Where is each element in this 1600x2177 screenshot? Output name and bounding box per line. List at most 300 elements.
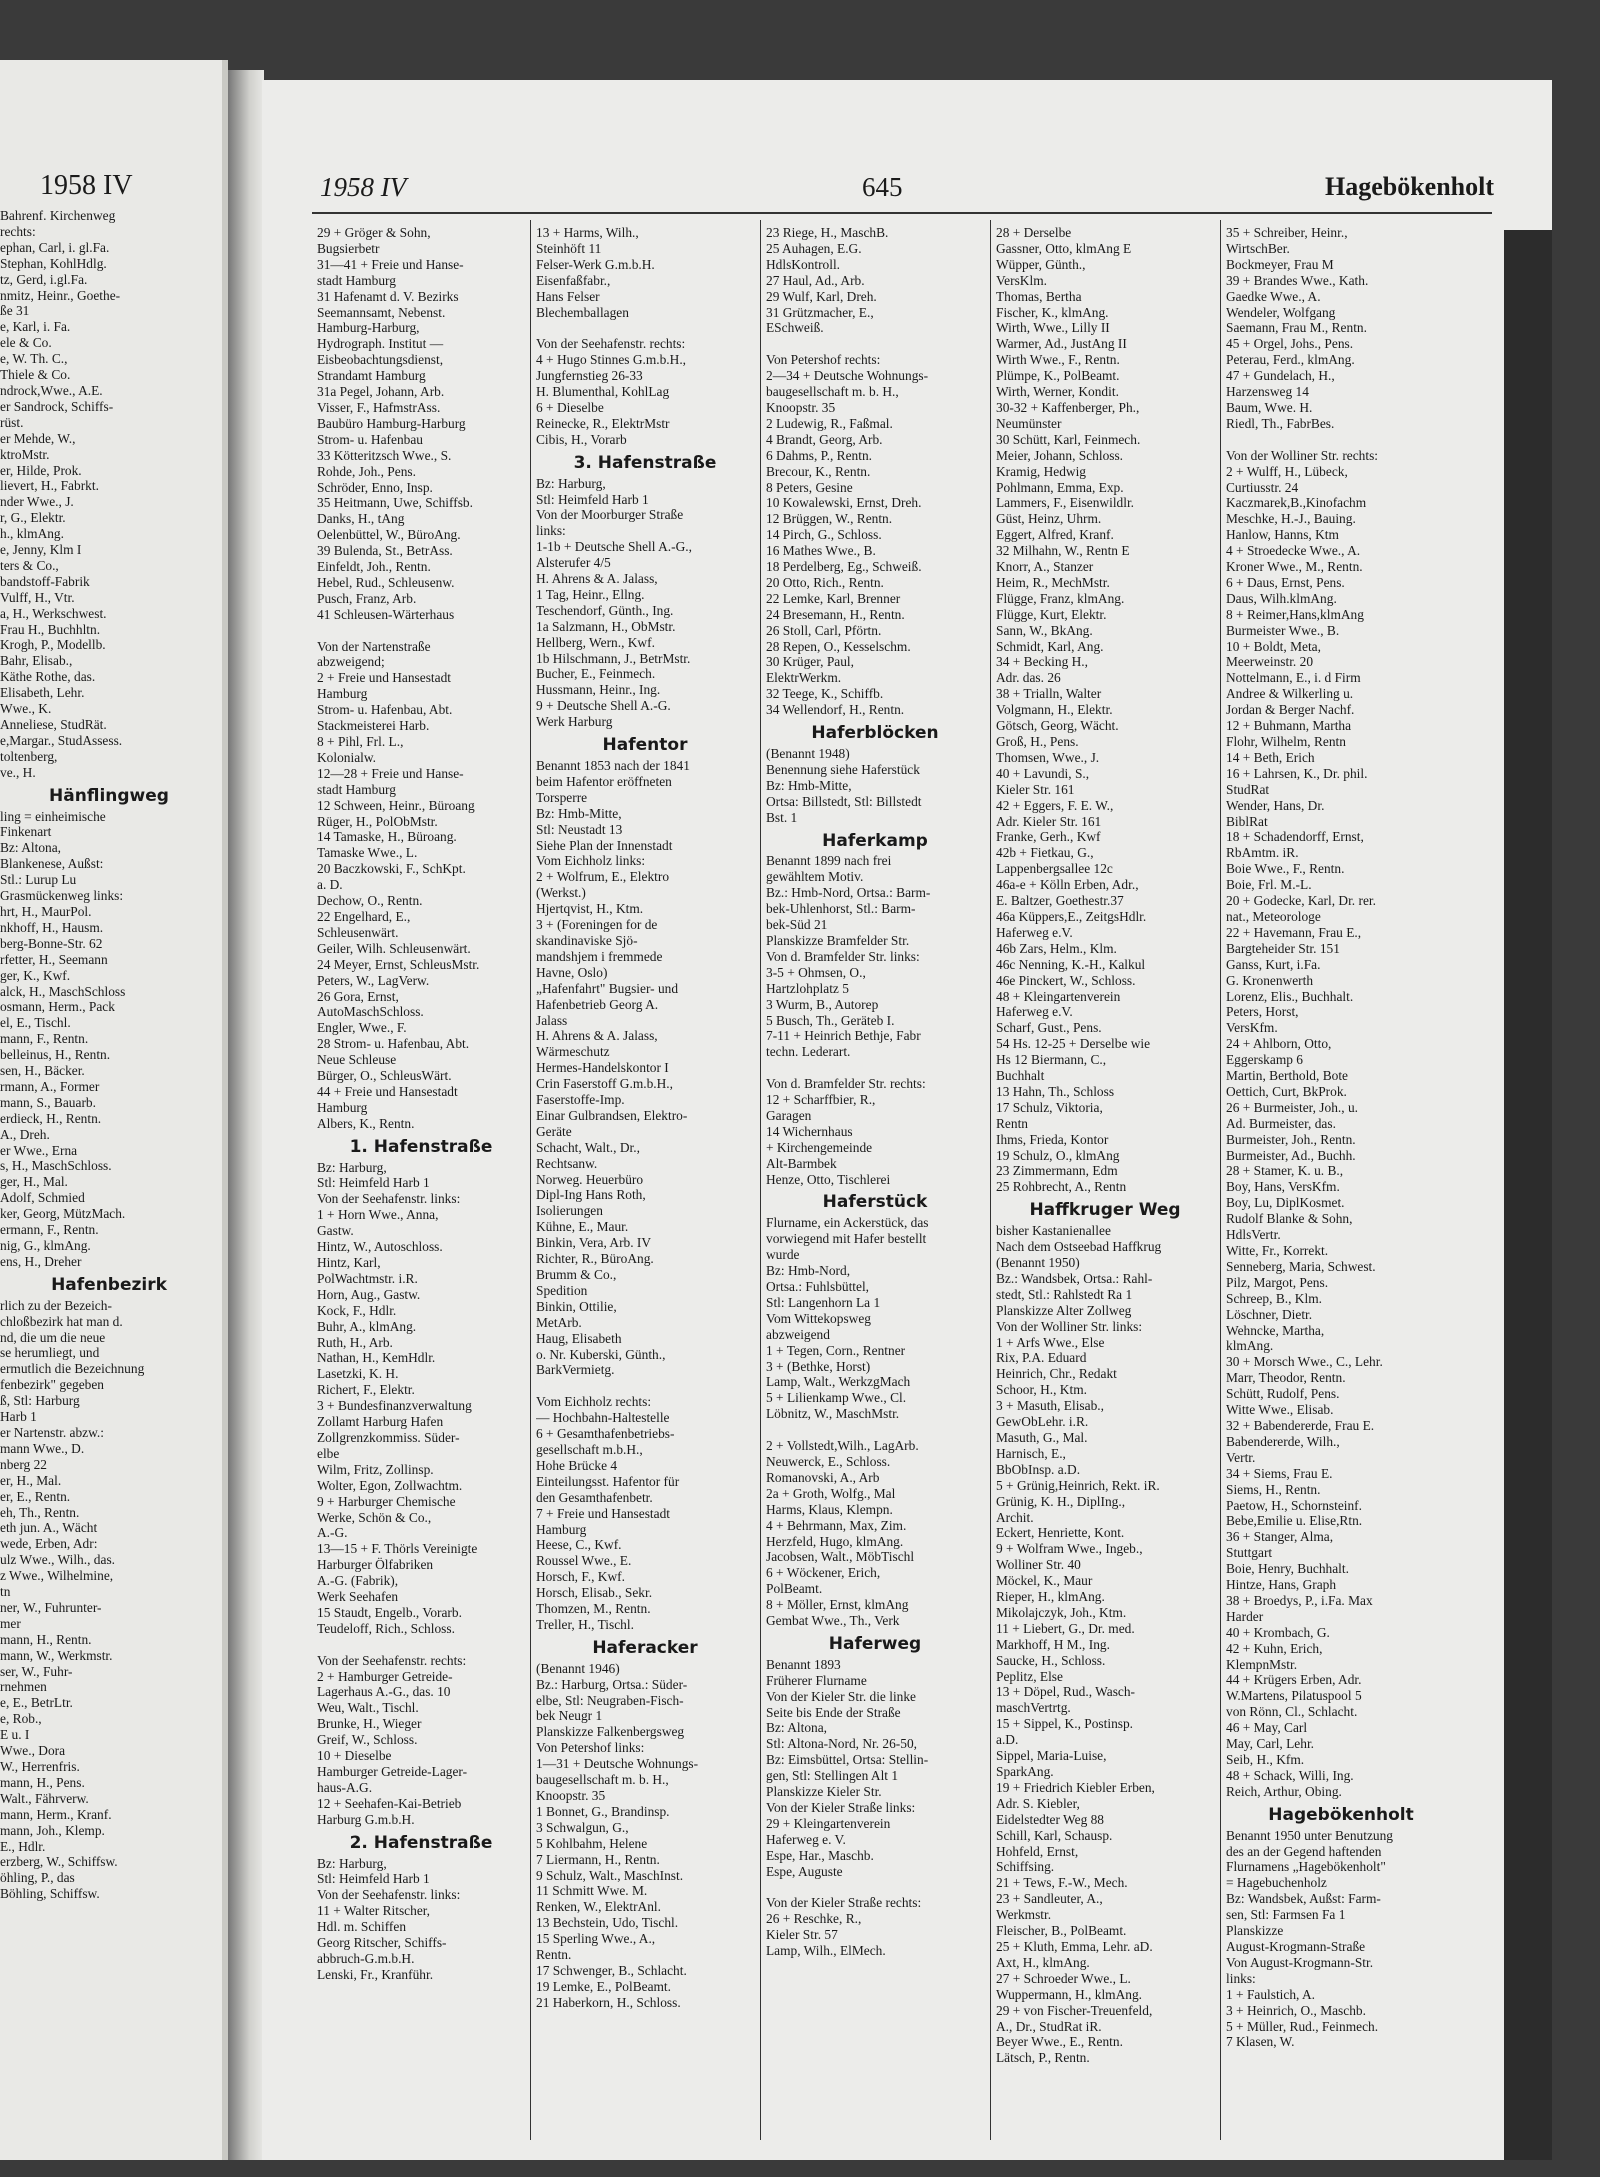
- entry-line: stadt Hamburg: [317, 272, 396, 288]
- entry-line: Bz.: Hmb-Nord, Ortsa.: Barm-: [766, 885, 931, 901]
- entry-line: Brunke, H., Wieger: [317, 1716, 422, 1732]
- entry-line: 8 Peters, Gesine: [766, 479, 853, 495]
- entry-line: Wolliner Str. 40: [996, 1557, 1081, 1573]
- entry-line: 17 Schwenger, B., Schlacht.: [536, 1962, 687, 1978]
- entry-line: er, H., Mal.: [0, 1472, 62, 1488]
- entry-line: e, Rob.,: [0, 1711, 42, 1727]
- entry-line: ße 31: [0, 303, 30, 319]
- entry-line: nkhoff, H., Hausm.: [0, 919, 104, 935]
- entry-line: Hafenbetrieb Georg A.: [536, 996, 659, 1012]
- entry-line: 24 Meyer, Ernst, SchleusMstr.: [317, 956, 480, 972]
- entry-line: Oelenbüttel, W., BüroAng.: [317, 527, 461, 543]
- column-1: [317, 225, 525, 2135]
- entry-line: Wüpper, Günth.,: [996, 256, 1086, 272]
- entry-line: Senneberg, Maria, Schwest.: [1226, 1258, 1376, 1274]
- entry-line: ulz Wwe., Wilh., das.: [0, 1552, 115, 1568]
- entry-line: Vulff, H., Vtr.: [0, 589, 75, 605]
- entry-line: MetArb.: [536, 1314, 582, 1330]
- entry-line: Wolter, Egon, Zollwachtm.: [317, 1477, 463, 1493]
- entry-line: Haferweg e.V.: [996, 1004, 1073, 1020]
- entry-line: se herumliegt, und: [0, 1345, 100, 1361]
- entry-line: 2 + Vollstedt,Wilh., LagArb.: [766, 1438, 919, 1454]
- entry-line: Andree & Wilkerling u.: [1226, 686, 1354, 702]
- street-heading: Haferblöcken: [811, 723, 939, 744]
- entry-line: 26 Stoll, Carl, Pförtn.: [766, 622, 882, 638]
- entry-line: Von der Seehafenstr. rechts:: [536, 336, 686, 352]
- entry-line: stedt, Stl.: Rahlstedt Ra 1: [996, 1286, 1133, 1302]
- entry-line: Hintze, Hans, Graph: [1226, 1577, 1337, 1593]
- entry-line: rnehmen: [0, 1679, 47, 1695]
- entry-line: nberg 22: [0, 1456, 47, 1472]
- entry-line: ters & Co.,: [0, 557, 59, 573]
- entry-line: 30-32 + Kaffenberger, Ph.,: [996, 399, 1140, 415]
- entry-line: Pohlmann, Emma, Exp.: [996, 479, 1124, 495]
- entry-line: HdlsKontroll.: [766, 256, 841, 272]
- entry-line: rüst.: [0, 414, 24, 430]
- entry-line: Bz: Wandsbek, Außst: Farm-: [1226, 1891, 1381, 1907]
- entry-line: 12 + Seehafen-Kai-Betrieb: [317, 1795, 462, 1811]
- entry-line: [536, 320, 754, 336]
- entry-line: 7-11 + Heinrich Bethje, Fabr: [766, 1028, 921, 1044]
- entry-line: Von der Nartenstraße: [317, 638, 431, 654]
- entry-line: Krogh, P., Modellb.: [0, 637, 106, 653]
- entry-line: 22 Lemke, Karl, Brenner: [766, 590, 901, 606]
- entry-line: Burmeister, Ad., Buchh.: [1226, 1147, 1356, 1163]
- entry-line: Brumm & Co.,: [536, 1267, 617, 1282]
- entry-line: 22 + Havemann, Frau E.,: [1226, 924, 1362, 940]
- entry-line: Boie, Henry, Buchhalt.: [1226, 1561, 1349, 1577]
- entry-line: 11 + Liebert, G., Dr. med.: [996, 1620, 1135, 1636]
- entry-line: ling = einheimische: [0, 808, 106, 824]
- entry-line: Herzfeld, Hugo, klmAng.: [766, 1533, 904, 1549]
- entry-line: BarkVermietg.: [536, 1362, 615, 1378]
- entry-line: 34 + Siems, Frau E.: [1226, 1465, 1333, 1481]
- entry-line: (Werkst.): [536, 885, 586, 901]
- entry-line: August-Krogmann-Straße: [1226, 1938, 1366, 1954]
- entry-line: Gaedke Wwe., A.: [1226, 288, 1321, 304]
- entry-line: 29 + Gröger & Sohn,: [317, 225, 431, 240]
- entry-line: Steinhöft 11: [536, 240, 602, 256]
- entry-line: Von Petershof rechts:: [766, 352, 881, 368]
- entry-line: Planskizze: [1226, 1923, 1284, 1939]
- street-heading: Haferkamp: [822, 830, 928, 851]
- entry-line: ermutlich die Bezeichnung: [0, 1361, 145, 1377]
- entry-line: 36 + Stanger, Alma,: [1226, 1529, 1334, 1545]
- entry-line: Bz: Eimsbüttel, Ortsa: Stellin-: [766, 1752, 929, 1768]
- entry-line: eh, Th., Rentn.: [0, 1504, 80, 1520]
- entry-line: 38 + Broedys, P., i.Fa. Max: [1226, 1592, 1373, 1608]
- entry-line: Knoopstr. 35: [536, 1788, 606, 1803]
- entry-line: Hjertqvist, H., Ktm.: [536, 901, 644, 917]
- entry-line: Haferweg e. V.: [766, 1831, 846, 1847]
- entry-line: 9 Schulz, Walt., MaschInst.: [536, 1867, 684, 1883]
- entry-line: 27 Haul, Ad., Arb.: [766, 272, 865, 288]
- entry-line: 47 + Gundelach, H.,: [1226, 368, 1335, 384]
- book-gutter: [228, 70, 264, 2160]
- entry-line: 6 + Dieselbe: [536, 399, 604, 415]
- street-heading: Hafenbezirk: [51, 1274, 167, 1295]
- entry-line: 46 + May, Carl: [1226, 1720, 1308, 1736]
- entry-line: Rentn.: [536, 1947, 572, 1963]
- entry-line: 32 + Babendererde, Frau E.: [1226, 1417, 1375, 1433]
- entry-line: Elisabeth, Lehr.: [0, 685, 85, 701]
- entry-line: 1 Bonnet, G., Brandinsp.: [536, 1803, 670, 1819]
- entry-line: Kramig, Hedwig: [996, 463, 1086, 479]
- entry-line: Hohe Brücke 4: [536, 1457, 618, 1473]
- entry-line: Bz.: Wandsbek, Ortsa.: Rahl-: [996, 1270, 1153, 1286]
- entry-line: 28 Strom- u. Hafenbau, Abt.: [317, 1036, 470, 1052]
- entry-line: rfetter, H., Seemann: [0, 951, 108, 967]
- entry-line: bisher Kastanienallee: [996, 1223, 1111, 1239]
- entry-line: Axt, H., klmAng.: [996, 1954, 1090, 1970]
- entry-line: Hs 12 Biermann, C.,: [996, 1052, 1107, 1068]
- entry-line: 27 + Schroeder Wwe., L.: [996, 1970, 1131, 1986]
- entry-line: Franke, Gerh., Kwf: [996, 829, 1101, 845]
- entry-line: 13 + Harms, Wilh.,: [536, 225, 639, 240]
- entry-line: Spedition: [536, 1282, 588, 1298]
- entry-line: r, G., Elektr.: [0, 510, 66, 526]
- entry-line: 6 + Gesamthafenbetriebs-: [536, 1426, 675, 1442]
- entry-line: Horsch, F., Kwf.: [536, 1569, 625, 1585]
- entry-line: s, H., MaschSchloss.: [0, 1158, 112, 1174]
- entry-line: 1 + Horn Wwe., Anna,: [317, 1207, 439, 1223]
- entry-line: Martin, Berthold, Bote: [1226, 1068, 1348, 1084]
- entry-line: Pusch, Franz, Arb.: [317, 590, 417, 606]
- entry-line: er Wwe., Erna: [0, 1142, 78, 1158]
- entry-line: 5 + Müller, Rud., Feinmech.: [1226, 2018, 1379, 2034]
- column-4: [996, 225, 1214, 2135]
- entry-line: 2a + Groth, Wolfg., Mal: [766, 1485, 896, 1501]
- entry-line: 14 Wichernhaus: [766, 1123, 853, 1139]
- entry-line: a, H., Werkschwest.: [0, 605, 107, 621]
- entry-line: Schoor, H., Ktm.: [996, 1382, 1087, 1398]
- entry-line: 7 + Freie und Hansestadt: [536, 1505, 670, 1521]
- entry-line: 16 + Lahrsen, K., Dr. phil.: [1226, 765, 1368, 781]
- entry-line: Zollgrenzkommiss. Süder-: [317, 1429, 460, 1445]
- entry-line: 3 Wurm, B., Autorep: [766, 996, 879, 1012]
- entry-line: Brecour, K., Rentn.: [766, 463, 871, 479]
- entry-line: Bahrenf. Kirchenweg: [0, 208, 116, 223]
- entry-line: 29 + von Fischer-Treuenfeld,: [996, 2002, 1153, 2018]
- entry-line: 25 Auhagen, E.G.: [766, 240, 862, 256]
- entry-line: Adr. S. Kiebler,: [996, 1795, 1080, 1811]
- entry-line: Von August-Krogmann-Str.: [1226, 1954, 1374, 1970]
- entry-line: Von d. Bramfelder Str. links:: [766, 948, 920, 964]
- entry-line: Von der Kieler Straße rechts:: [766, 1895, 922, 1911]
- entry-line: 19 Schulz, O., klmAng: [996, 1147, 1120, 1163]
- column-divider: [760, 220, 761, 2140]
- entry-line: bek-Uhlenhorst, Stl.: Barm-: [766, 901, 916, 917]
- entry-line: e, Jenny, Klm I: [0, 542, 82, 558]
- entry-line: Paetow, H., Schornsteinf.: [1226, 1497, 1362, 1513]
- entry-line: [766, 1880, 984, 1896]
- entry-line: „Hafenfahrt" Bugsier- und: [536, 980, 679, 996]
- entry-line: Lamp, Wilh., ElMech.: [766, 1943, 886, 1959]
- entry-line: Bz: Altona,: [766, 1720, 827, 1736]
- entry-line: Hebel, Rud., Schleusenw.: [317, 574, 455, 590]
- entry-line: 44 + Krügers Erben, Adr.: [1226, 1672, 1362, 1688]
- entry-line: 13 Hahn, Th., Schloss: [996, 1083, 1115, 1099]
- entry-line: 2 + Freie und Hansestadt: [317, 670, 451, 686]
- entry-line: Stl: Neustadt 13: [536, 821, 623, 837]
- entry-line: Nathan, H., KemHdlr.: [317, 1350, 436, 1366]
- entry-line: Harnisch, E.,: [996, 1445, 1066, 1461]
- entry-line: 29 + Kleingartenverein: [766, 1815, 891, 1831]
- entry-line: 9 + Harburger Chemische: [317, 1493, 456, 1509]
- entry-line: 3 + Bundesfinanzverwaltung: [317, 1398, 472, 1414]
- entry-line: Von der Kieler Straße links:: [766, 1800, 916, 1815]
- entry-line: Burmeister, Joh., Rentn.: [1226, 1131, 1356, 1147]
- entry-line: Norweg. Heuerbüro: [536, 1171, 644, 1187]
- entry-line: Volgmann, H., Elektr.: [996, 702, 1113, 718]
- left-page: [0, 60, 228, 2160]
- entry-line: Götsch, Georg, Wächt.: [996, 718, 1119, 734]
- entry-line: Jacobsen, Walt., MöbTischl: [766, 1549, 915, 1565]
- entry-line: 15 Sperling Wwe., A.,: [536, 1931, 656, 1947]
- entry-line: 48 + Kleingartenverein: [996, 988, 1121, 1004]
- entry-line: Mikolajczyk, Joh., Ktm.: [996, 1604, 1127, 1620]
- entry-line: A.-G.: [317, 1525, 348, 1541]
- street-heading: Haferstück: [822, 1192, 928, 1213]
- entry-line: Benannt 1853 nach der 1841: [536, 758, 690, 773]
- entry-line: Werk Harburg: [536, 714, 613, 730]
- entry-line: E., Hdlr.: [0, 1838, 46, 1854]
- entry-line: Ortsa: Billstedt, Stl: Billstedt: [766, 793, 922, 809]
- entry-line: Schmidt, Karl, Ang.: [996, 638, 1104, 654]
- entry-line: 46b Zars, Helm., Klm.: [996, 940, 1117, 956]
- entry-line: Wendeler, Wolfgang: [1226, 304, 1336, 320]
- entry-line: 19 Lemke, E., PolBeamt.: [536, 1978, 671, 1994]
- entry-line: Reich, Arthur, Obing.: [1226, 1783, 1342, 1799]
- entry-line: 2 + Wulff, H., Lübeck,: [1226, 463, 1348, 479]
- entry-line: Hamburger Getreide-Lager-: [317, 1764, 468, 1779]
- entry-line: Rieper, H., klmAng.: [996, 1589, 1105, 1605]
- entry-line: Knorr, A., Stanzer: [996, 559, 1094, 575]
- entry-line: Ortsa.: Fuhlsbüttel,: [766, 1279, 870, 1294]
- entry-line: des an der Gegend haftenden: [1226, 1843, 1382, 1859]
- entry-line: GewObLehr. i.R.: [996, 1414, 1089, 1430]
- entry-line: Planskizze Alter Zollweg: [996, 1302, 1132, 1318]
- entry-line: Hussmann, Heinr., Ing.: [536, 682, 661, 698]
- street-heading: Haferacker: [592, 1637, 698, 1658]
- column-divider: [530, 220, 531, 2140]
- entry-line: Planskizze Kieler Str.: [766, 1784, 882, 1800]
- entry-line: Pilz, Margot, Pens.: [1226, 1274, 1329, 1290]
- entry-line: Bz: Harburg,: [317, 1855, 387, 1871]
- entry-line: Kaczmarek,B.,Kinofachm: [1226, 495, 1367, 511]
- entry-line: wede, Erben, Adr:: [0, 1536, 98, 1552]
- entry-line: Dipl-Ing Hans Roth,: [536, 1187, 646, 1203]
- entry-line: Thomsen, Wwe., J.: [996, 749, 1100, 765]
- entry-line: 31 Hafenamt d. V. Bezirks: [317, 288, 459, 304]
- entry-line: e, Karl, i. Fa.: [0, 319, 71, 335]
- entry-line: Baum, Wwe. H.: [1226, 399, 1313, 415]
- entry-line: Ruth, H., Arb.: [317, 1334, 393, 1350]
- entry-line: 30 Schütt, Karl, Feinmech.: [996, 431, 1141, 447]
- entry-line: Romanovski, A., Arb: [766, 1469, 880, 1485]
- entry-line: Bürger, O., SchleusWärt.: [317, 1068, 452, 1084]
- entry-line: A.-G. (Fabrik),: [317, 1573, 399, 1589]
- entry-line: 26 Gora, Ernst,: [317, 988, 399, 1004]
- entry-line: Harburger Ölfabriken: [317, 1557, 434, 1573]
- entry-line: H. Blumenthal, KohlLag: [536, 384, 670, 400]
- entry-line: 18 + Schadendorff, Ernst,: [1226, 829, 1364, 845]
- entry-line: Treller, H., Tischl.: [536, 1616, 634, 1632]
- entry-line: Albers, K., Rentn.: [317, 1115, 415, 1131]
- entry-line: 17 Schulz, Viktoria,: [996, 1099, 1103, 1115]
- entry-line: Havne, Oslo): [536, 964, 608, 980]
- entry-line: 4 Brandt, Georg, Arb.: [766, 431, 883, 447]
- entry-line: 3 + Masuth, Elisab.,: [996, 1398, 1104, 1414]
- entry-line: Vom Wittekopsweg: [766, 1310, 871, 1326]
- entry-line: 35 Heitmann, Uwe, Schiffsb.: [317, 495, 473, 511]
- entry-line: Werk Seehafen: [317, 1589, 399, 1605]
- entry-line: Lätsch, P., Rentn.: [996, 2050, 1090, 2066]
- entry-line: Masuth, G., Mal.: [996, 1429, 1088, 1445]
- entry-line: 35 + Schreiber, Heinr.,: [1226, 225, 1348, 240]
- entry-line: gen, Stl: Stellingen Alt 1: [766, 1768, 899, 1784]
- entry-line: 45 + Orgel, Johs., Pens.: [1226, 336, 1354, 352]
- entry-line: Binkin, Vera, Arb. IV: [536, 1235, 652, 1251]
- entry-line: 46a Küppers,E., ZeitgsHdlr.: [996, 908, 1147, 924]
- entry-line: Rudolf Blanke & Sohn,: [1226, 1211, 1353, 1227]
- entry-line: Hartzlohplatz 5: [766, 980, 849, 996]
- entry-line: Henze, Otto, Tischlerei: [766, 1171, 891, 1187]
- entry-line: Bz: Hmb-Mitte,: [536, 805, 622, 821]
- entry-line: Faserstoffe-Imp.: [536, 1092, 625, 1108]
- entry-line: ele & Co.: [0, 335, 52, 351]
- entry-line: Hohfeld, Ernst,: [996, 1843, 1079, 1859]
- entry-line: 3 + (Bethke, Horst): [766, 1358, 871, 1374]
- entry-line: Möckel, K., Maur: [996, 1573, 1093, 1589]
- entry-line: Stl: Langenhorn La 1: [766, 1294, 881, 1310]
- entry-line: Daus, Wilh.klmAng.: [1226, 590, 1337, 606]
- entry-line: wurde: [766, 1247, 800, 1263]
- entry-line: Adr. das. 26: [996, 670, 1061, 686]
- entry-line: Espe, Auguste: [766, 1863, 843, 1879]
- entry-line: [766, 336, 984, 352]
- entry-line: 2 + Hamburger Getreide-: [317, 1668, 453, 1684]
- entry-line: RbAmtm. iR.: [1226, 845, 1299, 861]
- entry-line: 54 Hs. 12-25 + Derselbe wie: [996, 1036, 1151, 1052]
- entry-line: [317, 623, 525, 639]
- entry-line: Hamburg: [536, 1521, 587, 1537]
- entry-line: ephan, Carl, i. gl.Fa.: [0, 239, 110, 255]
- entry-line: haus-A.G.: [317, 1779, 373, 1795]
- entry-line: Jungfernstieg 26-33: [536, 368, 643, 384]
- entry-line: Fischer, K., klmAng.: [996, 304, 1109, 320]
- entry-line: 3 + Heinrich, O., Maschb.: [1226, 2002, 1366, 2018]
- entry-line: Wirth, Werner, Kondit.: [996, 384, 1119, 400]
- entry-line: Kühne, E., Maur.: [536, 1219, 629, 1235]
- entry-line: Schütt, Rudolf, Pens.: [1226, 1386, 1340, 1402]
- entry-line: AutoMaschSchloss.: [317, 1004, 424, 1020]
- entry-line: ser, W., Fuhr-: [0, 1663, 73, 1679]
- entry-line: Engler, Wwe., F.: [317, 1020, 407, 1036]
- entry-line: 30 Krüger, Paul,: [766, 654, 854, 670]
- entry-line: nat., Meteorologe: [1226, 908, 1321, 924]
- entry-line: 9 + Wolfram Wwe., Ingeb.,: [996, 1541, 1143, 1557]
- entry-line: BbObInsp. a.D.: [996, 1461, 1081, 1477]
- entry-line: 1-1b + Deutsche Shell A.-G.,: [536, 539, 692, 555]
- entry-line: 46a-e + Kölln Erben, Adr.,: [996, 877, 1139, 893]
- entry-line: chloßbezirk hat man d.: [0, 1313, 123, 1329]
- entry-line: rmann, A., Former: [0, 1078, 100, 1094]
- entry-line: 46e Pinckert, W., Schloss.: [996, 972, 1136, 988]
- entry-line: hrt, H., MaurPol.: [0, 903, 92, 919]
- entry-line: Bargteheider Str. 151: [1226, 940, 1340, 956]
- entry-line: Weu, Walt., Tischl.: [317, 1700, 419, 1716]
- entry-line: Heese, C., Kwf.: [536, 1537, 622, 1553]
- entry-line: SparkAng.: [996, 1764, 1054, 1779]
- entry-line: Gastw.: [317, 1223, 354, 1239]
- entry-line: den Gesamthafenbetr.: [536, 1489, 653, 1505]
- entry-line: Schreep, B., Klm.: [1226, 1290, 1322, 1306]
- entry-line: erdieck, H., Rentn.: [0, 1110, 102, 1126]
- entry-line: 23 Zimmermann, Edm: [996, 1163, 1118, 1179]
- entry-line: ndrock,Wwe., A.E.: [0, 382, 103, 398]
- entry-line: A., Dr., StudRat iR.: [996, 2018, 1102, 2034]
- entry-line: (Benannt 1946): [536, 1660, 620, 1676]
- entry-line: Stl: Heimfeld Harb 1: [536, 491, 649, 507]
- entry-line: Riedl, Th., FabrBes.: [1226, 415, 1335, 431]
- entry-line: 9 + Deutsche Shell A.-G.: [536, 698, 671, 714]
- entry-line: Flügge, Franz, klmAng.: [996, 590, 1125, 606]
- entry-line: Hintz, Karl,: [317, 1255, 381, 1270]
- entry-line: — Hochbahn-Haltestelle: [536, 1410, 670, 1426]
- page-edge-tabs: [1504, 230, 1552, 2160]
- entry-line: Bz: Harburg,: [317, 1159, 387, 1175]
- entry-line: belleinus, H., Rentn.: [0, 1047, 111, 1063]
- entry-line: Bz: Harburg,: [536, 475, 606, 491]
- entry-line: 15 + Sippel, K., Postinsp.: [996, 1716, 1134, 1732]
- entry-line: Tamaske Wwe., L.: [317, 845, 418, 861]
- entry-line: berg-Bonne-Str. 62: [0, 935, 103, 951]
- entry-line: 7 Klasen, W.: [1226, 2034, 1295, 2050]
- entry-line: eth jun. A., Wächt: [0, 1520, 98, 1536]
- left-page-column: [0, 208, 218, 1902]
- entry-line: Hanlow, Hanns, Ktm: [1226, 527, 1339, 543]
- left-page-running-head: 1958 IV: [40, 170, 133, 201]
- entry-line: rlich zu der Bezeich-: [0, 1297, 112, 1313]
- entry-line: [536, 1378, 754, 1394]
- column-3: [766, 225, 984, 2135]
- street-heading: Hänflingweg: [49, 785, 169, 806]
- entry-line: 12—28 + Freie und Hanse-: [317, 765, 464, 781]
- entry-line: mann, Herm., Kranf.: [0, 1806, 112, 1822]
- entry-line: BiblRat: [1226, 813, 1268, 829]
- entry-line: Neue Schleuse: [317, 1052, 397, 1068]
- entry-line: Warmer, Ad., JustAng II: [996, 336, 1127, 352]
- entry-line: Löschner, Dietr.: [1226, 1306, 1313, 1322]
- entry-line: 41 Schleusen-Wärterhaus: [317, 606, 455, 622]
- entry-line: Hans Felser: [536, 288, 600, 304]
- entry-line: ve., H.: [0, 764, 36, 780]
- entry-line: 31a Pegel, Johann, Arb.: [317, 384, 445, 400]
- entry-line: Hellberg, Wern., Kwf.: [536, 634, 655, 650]
- entry-line: 16 Mathes Wwe., B.: [766, 543, 876, 559]
- entry-line: Rohde, Joh., Pens.: [317, 463, 416, 479]
- entry-line: Eidelstedter Weg 88: [996, 1811, 1105, 1827]
- entry-line: Walt., Fährverw.: [0, 1790, 89, 1806]
- entry-line: Rix, P.A. Eduard: [996, 1350, 1087, 1366]
- entry-line: Bugsierbetr: [317, 240, 380, 256]
- entry-line: Hermes-Handelskontor I: [536, 1060, 669, 1076]
- entry-line: Gembat Wwe., Th., Verk: [766, 1613, 900, 1629]
- entry-line: Von d. Bramfelder Str. rechts:: [766, 1076, 926, 1092]
- entry-line: ermann, F., Rentn.: [0, 1222, 99, 1238]
- entry-line: 13—15 + F. Thörls Vereinigte: [317, 1541, 478, 1557]
